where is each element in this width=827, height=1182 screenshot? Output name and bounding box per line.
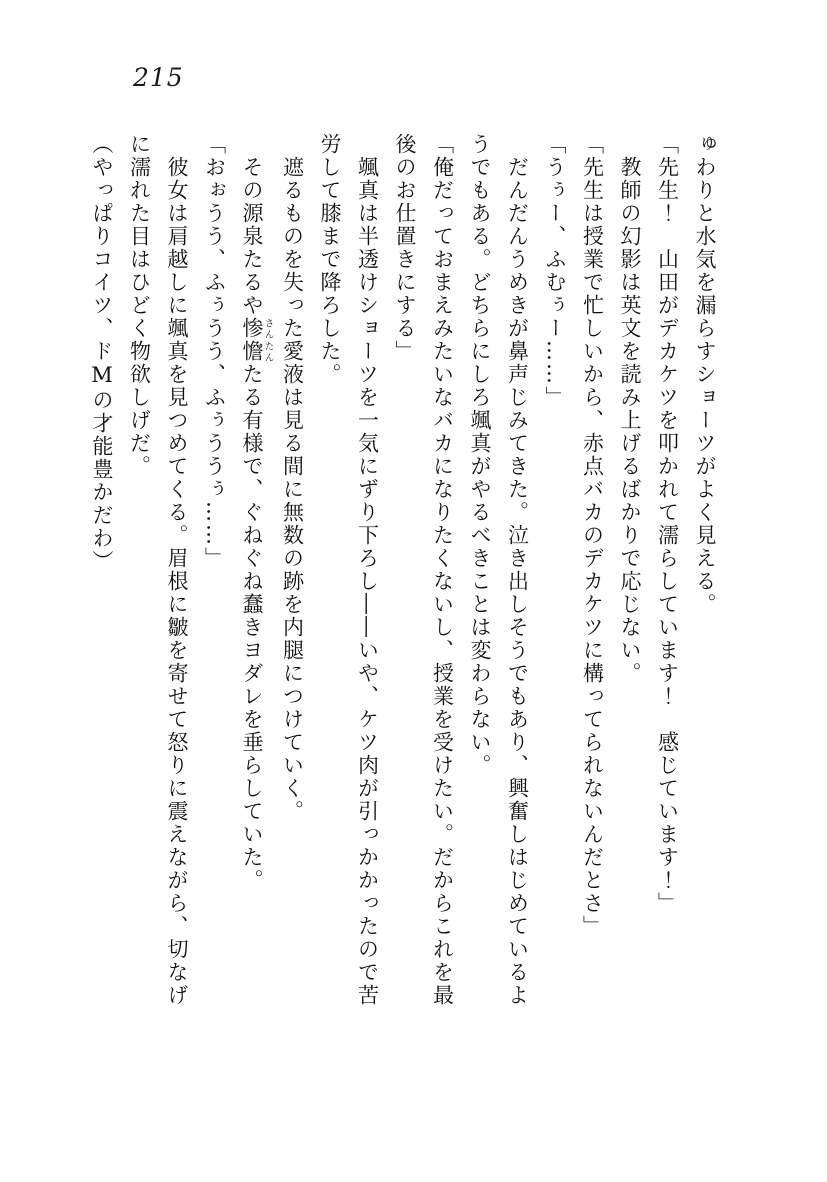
- text-segment: （やっぱりコイツ、ド: [90, 133, 114, 363]
- text-line-10: 颯真は半透けショーツを一気にずり下ろし――いや、ケツ肉が引っかかったので苦: [355, 156, 380, 1007]
- ruby-text: さんたん: [262, 317, 274, 363]
- text-line-1: ゅわりと水気を漏らすショーツがよく見える。: [693, 133, 717, 616]
- text-line-6: だんだんうめきが鼻声じみてきた。泣き出しそうでもあり、興奮しはじめているよ: [505, 156, 530, 1007]
- text-segment: その源泉たるや: [240, 156, 264, 317]
- text-line-15: 彼女は肩越しに颯真を見つめてくる。眉根に皺を寄せて怒りに震えながら、切なげ: [165, 156, 189, 1007]
- text-line-2: 「先生！ 山田がデカケツを叩かれて濡らしています！ 感じています！」: [655, 133, 680, 915]
- text-line-16: に濡れた目はひどく物欲しげだ。: [127, 133, 152, 478]
- upright-latin-char: M: [90, 363, 114, 389]
- text-line-9: 後のお仕置きにする」: [393, 133, 417, 363]
- text-line-3: 教師の幻影は英文を読み上げるばかりで応じない。: [618, 156, 642, 685]
- text-line-12: 遮るものを失った愛液は見る間に無数の跡を内腿につけていく。: [280, 156, 305, 823]
- text-line-7: うでもある。どちらにしろ颯真がやるべきことは変わらない。: [468, 133, 492, 777]
- text-line-13: [233, 133, 274, 1063]
- page-number: 215: [133, 63, 184, 92]
- text-line-5: 「うぅー、ふむぅー……」: [543, 133, 567, 409]
- text-segment: の才能豊かだわ）: [90, 389, 114, 573]
- text-line-11: 労して膝まで降ろした。: [318, 133, 342, 386]
- text-segment: たる有様で、ぐねぐね蠢きヨダレを垂らしていた。: [240, 363, 264, 892]
- text-line-8: 「俺だっておまえみたいなバカになりたくないし、授業を受けたい。だからこれを最: [430, 133, 455, 1007]
- furigana-santan: [240, 317, 274, 363]
- ruby-base: 惨憺: [240, 317, 264, 363]
- text-line-14: 「おぉうう、ふぅうう、ふぅううぅ……」: [202, 133, 227, 570]
- text-line-17: [83, 133, 121, 1063]
- text-line-4: 「先生は授業で忙しいから、赤点バカのデカケツに構ってられないんだとさ」: [580, 133, 605, 938]
- vertical-text-block: [83, 133, 724, 1063]
